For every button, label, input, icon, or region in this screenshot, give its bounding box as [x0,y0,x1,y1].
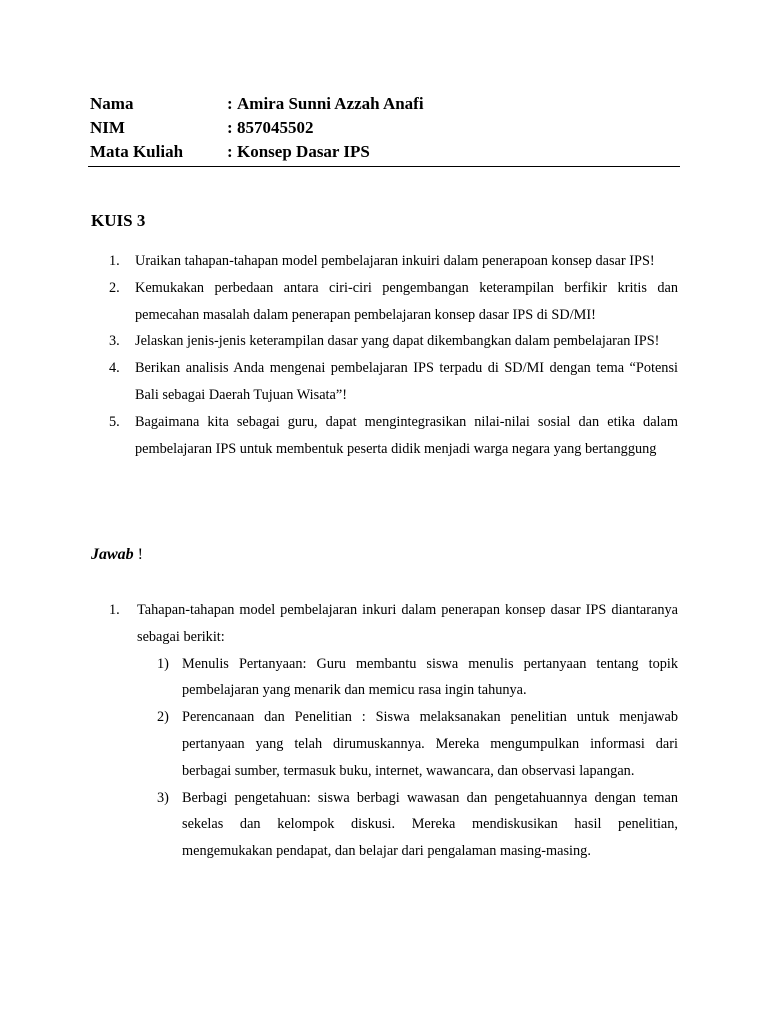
subitem-number: 2) [157,709,169,726]
identity-header [90,92,680,164]
name-label: Nama [90,94,134,113]
question-text: Berikan analisis Anda mengenai pembelajaran IPS terpadu di SD/MI dengan tema “Potensi Bali sebagai Daerah Tujuan Wisata”! [135,360,678,403]
question-text: Uraikan tahapan-tahapan model pembelajaran inkuiri dalam penerapoan konsep dasar IPS! [135,253,655,269]
subitem-text: Perencanaan dan Penelitian : Siswa melaksanakan penelitian untuk menjawab pertanyaan yang telah dirumuskannya. Mereka mengumpulkan informasi dari berbagai sumber, termasuk buku, internet, wawancara, dan observasi lapangan. [182,709,678,779]
question-text: Jelaskan jenis-jenis keterampilan dasar yang dapat dikembangkan dalam pembelajaran IPS! [135,333,660,350]
answer-subitem [157,651,678,705]
answer-intro-text: Tahapan-tahapan model pembelajaran inkuri dalam penerapan konsep dasar IPS diantaranya sebagai berikit: [137,602,678,645]
answer-subitem [157,704,678,784]
question-item [105,409,678,463]
question-number: 2. [109,279,120,296]
answer-subitem [157,785,678,865]
answer-heading-italic: Jawab [91,546,134,563]
quiz-title: KUIS 3 [91,211,146,230]
answer-sublist [157,651,678,865]
question-item [105,248,678,275]
nim-row [90,116,680,140]
course-separator: : [227,142,233,161]
answer-list [105,597,678,865]
nim-value: 857045502 [237,118,314,137]
question-number: 5. [109,413,120,430]
course-label: Mata Kuliah [90,142,184,161]
answer-item [105,597,678,865]
name-value: Amira Sunni Azzah Anafi [237,94,424,113]
course-row [90,140,680,164]
answer-number: 1. [109,602,120,618]
question-item [105,328,678,355]
name-separator: : [227,94,233,113]
subitem-number: 1) [157,655,169,672]
subitem-text: Menulis Pertanyaan: Guru membantu siswa menulis pertanyaan tentang topik pembelajaran yang menarik dan memicu rasa ingin tahunya. [182,655,678,699]
question-item [105,275,678,329]
question-text: Bagaimana kita sebagai guru, dapat mengintegrasikan nilai-nilai sosial dan etika dalam pembelajaran IPS untuk membentuk peserta didik menjadi warga negara yang bertanggung [135,413,678,457]
question-text: Kemukakan perbedaan antara ciri-ciri pengembangan keterampilan berfikir kritis dan pemecahan masalah dalam penerapan pembelajaran konsep dasar IPS di SD/MI! [135,279,678,323]
course-value: Konsep Dasar IPS [237,142,370,161]
question-number: 4. [109,360,120,377]
subitem-number: 3) [157,789,169,806]
nim-separator: : [227,118,233,137]
question-number: 3. [109,333,120,350]
question-list [105,248,678,462]
question-number: 1. [109,253,120,269]
nim-label: NIM [90,118,125,137]
question-item [105,355,678,409]
name-row [90,92,680,116]
header-divider [88,166,680,167]
answer-heading-mark: ! [133,546,143,563]
answer-heading [91,543,143,567]
answer-body [137,597,678,865]
subitem-text: Berbagi pengetahuan: siswa berbagi wawasan dan pengetahuannya dengan teman sekelas dan kelompok diskusi. Mereka mendiskusikan hasil penelitian, mengemukakan pendapat, dan belajar dari pengalaman masing-masing. [182,789,678,860]
